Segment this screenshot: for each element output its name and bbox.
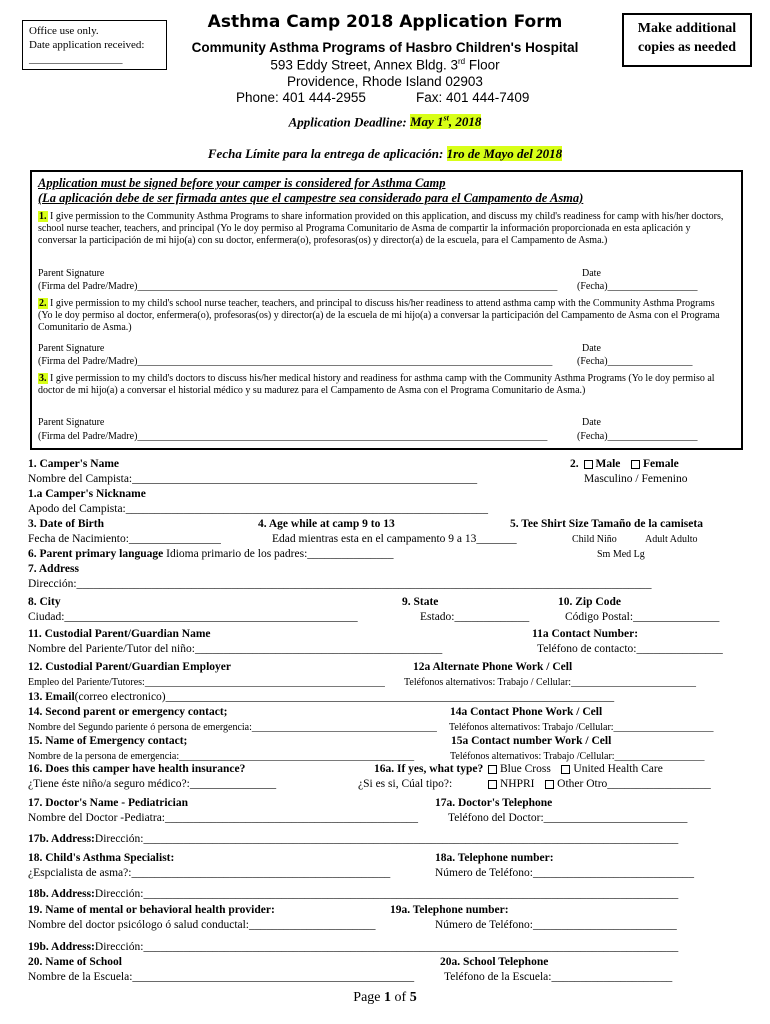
consent-item-1: 1. I give permission to the Community Asthma Programs to share information provided on this application, and discuss my child's readiness for camp with his/her doctors, school nurse teacher, teachers, and principal (Yo le doy permiso al Programa Comunitario de Asma de compartir la información proporcionada en esta aplicación y conversar la participación de mi hijo(a) con su doctor, enfermera(o), profesoras(os) y director(a) de la escuela, para el Campamento de Asma.) xyxy=(38,211,724,247)
field-15-label: 15. Name of Emergency contact; xyxy=(28,735,188,747)
copies-note: Make additional copies as needed xyxy=(637,21,737,55)
alt-phone-field[interactable]: Teléfonos alternativos: Trabajo / Cellular:_________________________ xyxy=(404,677,697,688)
specialist-address-field[interactable]: 18b. Address:Dirección:_____________________________________________________________________________________________ xyxy=(28,888,679,900)
female-checkbox[interactable] xyxy=(631,460,640,469)
nickname-field[interactable]: Apodo del Campista:_______________________________________________________________ xyxy=(28,503,488,515)
field-19-label: 19. Name of mental or behavioral health provider: xyxy=(28,904,275,916)
parent-signature-field-1[interactable]: (Firma del Padre/Madre)____________________________________________________________________________________ xyxy=(38,281,558,292)
address-line-1: 593 Eddy Street, Annex Bldg. 3rd Floor xyxy=(270,57,500,73)
school-phone-field[interactable]: Teléfono de la Escuela:_____________________ xyxy=(444,971,673,983)
address-line-2: Providence, Rhode Island 02903 xyxy=(287,74,483,89)
date-label-1: Date xyxy=(582,268,601,279)
field-18-label: 18. Child's Asthma Specialist: xyxy=(28,852,175,864)
address-field[interactable]: Dirección:____________________________________________________________________________________________________ xyxy=(28,578,652,590)
field-17a-label: 17a. Doctor's Telephone xyxy=(435,797,553,809)
city-field[interactable]: Ciudad:___________________________________________________ xyxy=(28,611,358,623)
age-field[interactable]: Edad mientras esta en el campamento 9 a 13_______ xyxy=(272,533,517,545)
doctor-address-field[interactable]: 17b. Address:Dirección:_____________________________________________________________________________________________ xyxy=(28,833,679,845)
date-label-2: Date xyxy=(582,343,601,354)
field-9-label: 9. State xyxy=(402,596,439,608)
parent-signature-label-2: Parent Signature xyxy=(38,343,105,354)
field-15a-label: 15a Contact number Work / Cell xyxy=(451,735,612,747)
field-1a-label: 1.a Camper's Nickname xyxy=(28,488,146,500)
email-field[interactable]: 13. Email(correo electronico)______________________________________________________________________________ xyxy=(28,691,615,703)
consent-heading-es: (La aplicación debe de ser firmada antes que el campestre sea considerado para el Campamento de Asma) xyxy=(38,191,584,205)
field-14a-label: 14a Contact Phone Work / Cell xyxy=(450,706,603,718)
field-20-label: 20. Name of School xyxy=(28,956,122,968)
parent-signature-label-3: Parent Signature xyxy=(38,417,105,428)
field-14-label: 14. Second parent or emergency contact; xyxy=(28,706,228,718)
phone-number: Phone: 401 444-2955 xyxy=(236,90,366,105)
page-number: Page 1 of 5 xyxy=(353,990,417,1005)
gender-options: 2. Male Female xyxy=(570,458,679,470)
state-field[interactable]: Estado:_____________ xyxy=(420,611,530,623)
other-checkbox[interactable] xyxy=(545,780,554,789)
behavioral-address-field[interactable]: 19b. Address:Dirección:_____________________________________________________________________________________________ xyxy=(28,941,679,953)
field-19a-label: 19a. Telephone number: xyxy=(390,904,509,916)
field-11-label: 11. Custodial Parent/Guardian Name xyxy=(28,628,211,640)
parent-signature-label-1: Parent Signature xyxy=(38,268,105,279)
dob-field[interactable]: Fecha de Nacimiento:________________ xyxy=(28,533,221,545)
emergency-phone-field[interactable]: Teléfonos alternativos: Trabajo /Cellular:__________________ xyxy=(450,751,705,762)
united-health-checkbox[interactable] xyxy=(561,765,570,774)
employer-field[interactable]: Empleo del Pariente/Tutores:________________________________________________ xyxy=(28,677,385,688)
fecha-limite: Fecha Límite para la entrega de aplicación: 1ro de Mayo del 2018 xyxy=(207,146,563,161)
second-parent-phone-field[interactable]: Teléfonos alternativos: Trabajo /Cellular:____________________ xyxy=(449,722,714,733)
field-4-label: 4. Age while at camp 9 to 13 xyxy=(258,518,395,530)
behavioral-phone-field[interactable]: Número de Teléfono:_________________________ xyxy=(435,919,677,931)
shirt-adult-label: Adult Adulto xyxy=(645,534,698,545)
org-name: Community Asthma Programs of Hasbro Children's Hospital xyxy=(191,40,579,55)
consent-item-3: 3. I give permission to my child's doctors to discuss his/her medical history and readiness for asthma camp with the Community Asthma Programs (Yo le doy permiso al doctor de mi hijo(a) a conversar el historial médico y su madurez para el Campamento de Asma con el Programa Comunitario de Asma.) xyxy=(38,373,715,397)
shirt-child-label: Child Niño xyxy=(572,534,617,545)
shirt-sizes[interactable]: Sm Med Lg xyxy=(597,549,645,560)
gender-es-label: Masculino / Femenino xyxy=(584,473,688,485)
consent-heading-en: Application must be signed before your camper is considered for Asthma Camp xyxy=(38,176,446,190)
male-checkbox[interactable] xyxy=(584,460,593,469)
deadline: Application Deadline: May 1st, 2018 xyxy=(288,114,482,130)
date-label-3: Date xyxy=(582,417,601,428)
field-17-label: 17. Doctor's Name - Pediatrician xyxy=(28,797,189,809)
field-7-label: 7. Address xyxy=(28,563,79,575)
consent-item-2: 2. I give permission to my child's school nurse teacher, teachers, and principal to discuss his/her readiness to attend asthma camp with the Community Asthma Programs (Yo le doy permiso al doctor, enfermera(o), profesoras(os) y director(a) de la escuela de mi hijo(a) a conversar la participación del Campamento de Asma con el Programa Comunitario de Asma.) xyxy=(38,298,720,334)
language-field[interactable]: 6. Parent primary language Idioma primario de los padres:_______________ xyxy=(28,548,394,560)
field-12-label: 12. Custodial Parent/Guardian Employer xyxy=(28,661,231,673)
date-field-1[interactable]: (Fecha)__________________ xyxy=(577,281,698,292)
school-name-field[interactable]: Nombre de la Escuela:_________________________________________________ xyxy=(28,971,415,983)
parent-signature-field-2[interactable]: (Firma del Padre/Madre)___________________________________________________________________________________ xyxy=(38,356,553,367)
field-20a-label: 20a. School Telephone xyxy=(440,956,549,968)
asthma-specialist-field[interactable]: ¿Espcialista de asma?:_____________________________________________ xyxy=(28,867,391,879)
guardian-name-field[interactable]: Nombre del Pariente/Tutor del niño:___________________________________________ xyxy=(28,643,443,655)
field-16a-label: 16a. If yes, what type? xyxy=(374,763,484,775)
blue-cross-checkbox[interactable] xyxy=(488,765,497,774)
field-3-label: 3. Date of Birth xyxy=(28,518,105,530)
contact-number-field[interactable]: Teléfono de contacto:_______________ xyxy=(537,643,723,655)
field-16-label: 16. Does this camper have health insurance? xyxy=(28,763,246,775)
parent-signature-field-3[interactable]: (Firma del Padre/Madre)__________________________________________________________________________________ xyxy=(38,431,548,442)
field-18a-label: 18a. Telephone number: xyxy=(435,852,554,864)
field-8-label: 8. City xyxy=(28,596,61,608)
zip-field[interactable]: Código Postal:_______________ xyxy=(565,611,720,623)
insurance-type-es: ¿Si es si, Cúal tipo?: xyxy=(358,778,453,790)
field-10-label: 10. Zip Code xyxy=(558,596,621,608)
field-11a-label: 11a Contact Number: xyxy=(532,628,639,640)
field-5-label: 5. Tee Shirt Size Tamaño de la camiseta xyxy=(510,518,703,530)
field-12a-label: 12a Alternate Phone Work / Cell xyxy=(413,661,573,673)
pediatrician-field[interactable]: Nombre del Doctor -Pediatra:____________________________________________ xyxy=(28,812,418,824)
form-title: Asthma Camp 2018 Application Form xyxy=(207,12,563,32)
date-received-line: _________________ xyxy=(29,53,123,65)
camper-name-field[interactable]: Nombre del Campista:____________________________________________________________ xyxy=(28,473,478,485)
date-received-label: Date application received: xyxy=(29,39,145,51)
nhpri-checkbox[interactable] xyxy=(488,780,497,789)
doctor-phone-field[interactable]: Teléfono del Doctor:_________________________ xyxy=(448,812,688,824)
date-field-2[interactable]: (Fecha)_________________ xyxy=(577,356,693,367)
field-1-label: 1. Camper's Name xyxy=(28,458,120,470)
emergency-contact-field[interactable]: Nombre de la persona de emergencia:_______________________________________________ xyxy=(28,751,415,762)
office-use-label: Office use only. xyxy=(29,25,99,37)
behavioral-provider-field[interactable]: Nombre del doctor psicólogo ó salud conductal:______________________ xyxy=(28,919,376,931)
insurance-options-row-2: NHPRI Other Otro__________________ xyxy=(486,778,711,790)
second-parent-field[interactable]: Nombre del Segundo pariente ó persona de emergencia:_____________________________________ xyxy=(28,722,437,733)
specialist-phone-field[interactable]: Número de Teléfono:____________________________ xyxy=(435,867,694,879)
fax-number: Fax: 401 444-7409 xyxy=(416,90,530,105)
insurance-field[interactable]: ¿Tiene éste niño/a seguro médico?:_______________ xyxy=(28,778,277,790)
date-field-3[interactable]: (Fecha)__________________ xyxy=(577,431,698,442)
insurance-options-row-1: Blue Cross United Health Care xyxy=(486,763,663,775)
